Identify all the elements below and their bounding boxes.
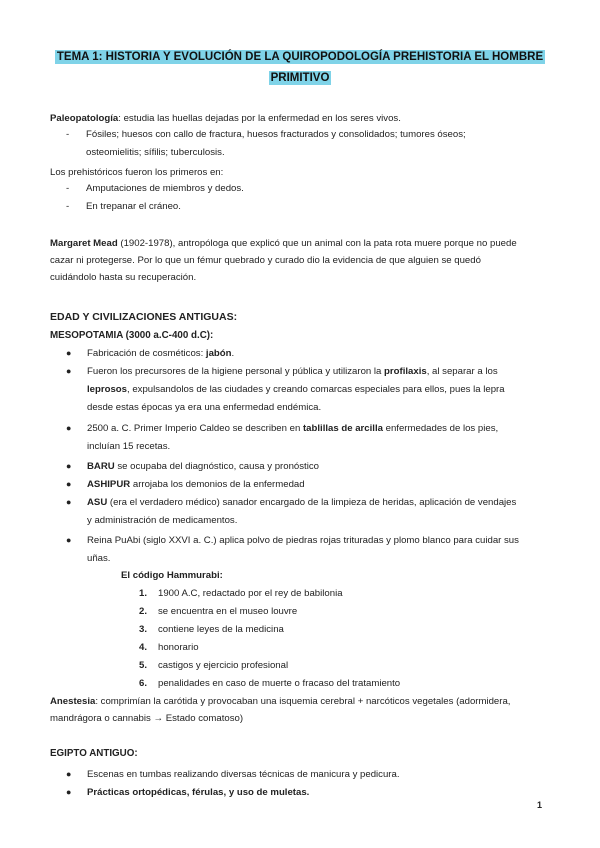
list-item: Fabricación de cosméticos: jabón.	[87, 348, 235, 359]
list-item: 2500 a. C. Primer Imperio Caldeo se describen en tablillas de arcilla enfermedades de los pies, incluían 15 recetas.	[87, 423, 499, 452]
section-heading-edad: EDAD Y CIVILIZACIONES ANTIGUAS:	[50, 311, 238, 323]
list-number: 2.	[139, 606, 148, 617]
list-item: En trepanar el cráneo.	[86, 201, 181, 212]
mead-paragraph: Margaret Mead (1902-1978), antropóloga que explicó que un animal con la pata rota muere porque no puede cazar ni protegerse. Por lo que un fémur quebrado y curado dio la evidencia de que alguien se quedó cuidándolo hasta su recuperación.	[50, 238, 517, 283]
bullet-icon: ●	[66, 479, 72, 489]
list-item: castigos y ejercicio profesional	[158, 660, 289, 671]
bullet-icon: ●	[66, 535, 72, 545]
bullet-icon: ●	[66, 769, 72, 779]
list-item: Prácticas ortopédicas, férulas, y uso de muletas.	[87, 787, 310, 798]
list-item: BARU se ocupaba del diagnóstico, causa y pronóstico	[87, 461, 319, 472]
list-item: ASU (era el verdadero médico) sanador encargado de la limpieza de heridas, aplicación de vendajes y administración de medicamentos.	[87, 497, 517, 526]
title-line-2: PRIMITIVO	[270, 72, 330, 84]
list-item: Amputaciones de miembros y dedos.	[86, 183, 244, 194]
hammurabi-heading: El código Hammurabi:	[121, 570, 223, 581]
section-heading-mesopotamia: MESOPOTAMIA (3000 a.C-400 d.C):	[50, 330, 214, 341]
page-number: 1	[537, 800, 543, 810]
list-item: Reina PuAbi (siglo XXVI a. C.) aplica polvo de piedras rojas trituradas y plomo blanco para cuidar sus uñas.	[87, 535, 519, 564]
bullet-icon: ●	[66, 348, 72, 358]
bullet-icon: ●	[66, 497, 72, 507]
fosiles-item: Fósiles; huesos con callo de fractura, huesos fracturados y consolidados; tumores óseos; osteomielitis; sífilis; tuberculosis.	[86, 129, 466, 158]
prehistoricos-intro: Los prehistóricos fueron los primeros en:	[50, 167, 224, 178]
list-number: 4.	[139, 642, 148, 653]
list-number: 6.	[139, 678, 148, 689]
list-item: Escenas en tumbas realizando diversas técnicas de manicura y pedicura.	[87, 769, 400, 780]
anestesia-paragraph: Anestesia: comprimían la carótida y provocaban una isquemia cerebral + narcóticos vegetales (adormidera, mandrágora o cannabis → Estado comatoso)	[50, 696, 511, 724]
section-heading-egipto: EGIPTO ANTIGUO:	[50, 748, 138, 759]
list-item: honorario	[158, 642, 199, 653]
list-item: ASHIPUR arrojaba los demonios de la enfermedad	[87, 479, 305, 490]
dash-bullet: -	[66, 129, 70, 140]
list-number: 5.	[139, 660, 148, 671]
list-item: penalidades en caso de muerte o fracaso del tratamiento	[158, 678, 401, 689]
list-item: contiene leyes de la medicina	[158, 624, 284, 635]
paleopatologia-definition: Paleopatología: estudia las huellas dejadas por la enfermedad en los seres vivos.	[50, 113, 401, 124]
list-item: se encuentra en el museo louvre	[158, 606, 298, 617]
list-number: 3.	[139, 624, 148, 635]
dash-bullet: -	[66, 201, 70, 212]
document-title	[50, 47, 550, 89]
list-item: 1900 A.C, redactado por el rey de babilonia	[158, 588, 343, 599]
list-item: Fueron los precursores de la higiene personal y pública y utilizaron la profilaxis, al separar a los leprosos, expulsandolos de las ciudades y creando comarcas especiales para ellos, pues la lepra desde estas épocas ya era una enfermedad endémica.	[87, 366, 505, 413]
bullet-icon: ●	[66, 423, 72, 433]
bullet-icon: ●	[66, 366, 72, 376]
bullet-icon: ●	[66, 787, 72, 797]
list-number: 1.	[139, 588, 148, 599]
bullet-icon: ●	[66, 461, 72, 471]
dash-bullet: -	[66, 183, 70, 194]
title-line-1: TEMA 1: HISTORIA Y EVOLUCIÓN DE LA QUIROPODOLOGÍA PREHISTORIA EL HOMBRE	[56, 51, 544, 63]
